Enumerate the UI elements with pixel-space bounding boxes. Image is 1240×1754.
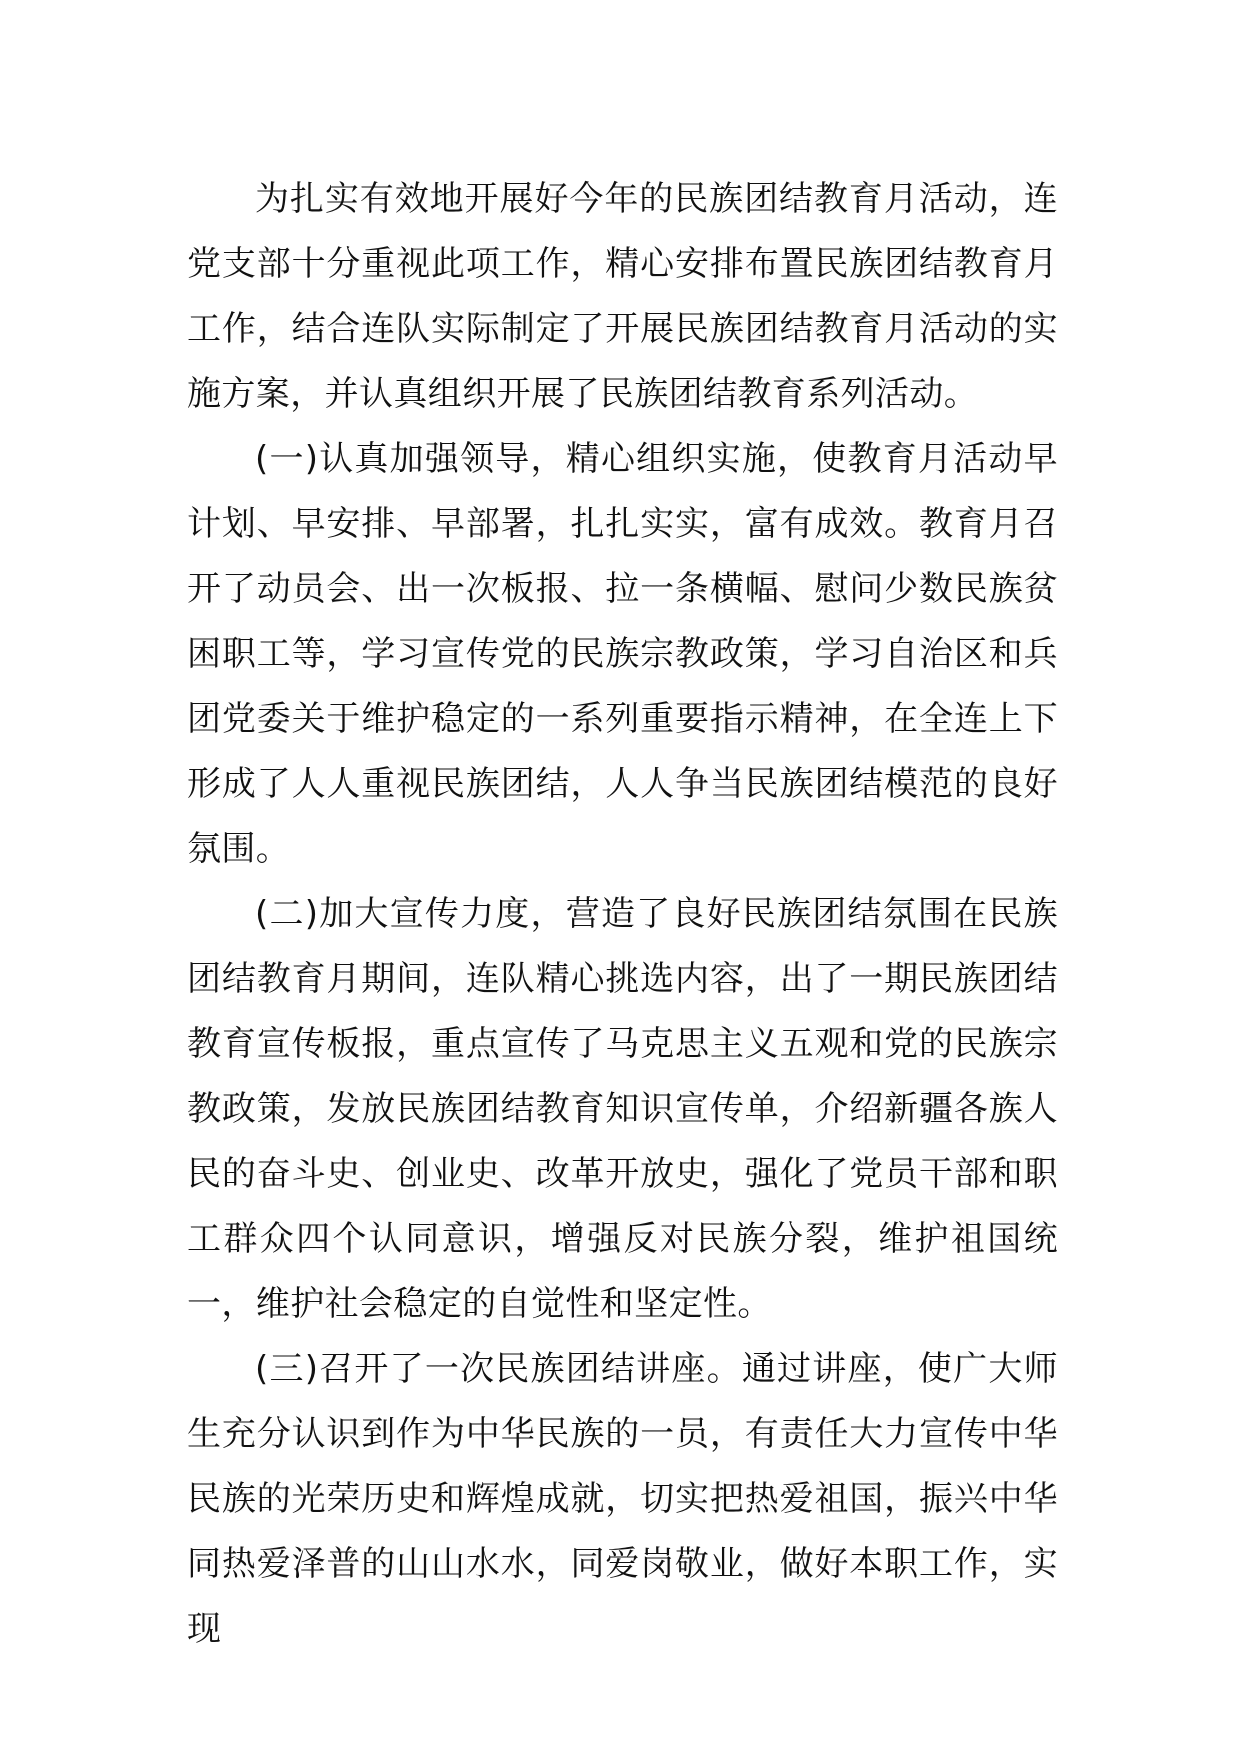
document-body: [187, 167, 1058, 1662]
paragraph-section-2: (二)加大宣传力度，营造了良好民族团结氛围在民族团结教育月期间，连队精心挑选内容，出了一期民族团结教育宣传板报，重点宣传了马克思主义五观和党的民族宗教政策，发放民族团结教育知识宣传单，介绍新疆各族人民的奋斗史、创业史、改革开放史，强化了党员干部和职工群众四个认同意识，增强反对民族分裂，维护祖国统一，维护社会稳定的自觉性和坚定性。: [187, 894, 1058, 1324]
paragraph-intro: 为扎实有效地开展好今年的民族团结教育月活动，连党支部十分重视此项工作，精心安排布置民族团结教育月工作，结合连队实际制定了开展民族团结教育月活动的实施方案，并认真组织开展了民族团结教育系列活动。: [187, 179, 1058, 414]
paragraph-section-1: (一)认真加强领导，精心组织实施，使教育月活动早计划、早安排、早部署，扎扎实实，富有成效。教育月召开了动员会、出一次板报、拉一条横幅、慰问少数民族贫困职工等，学习宣传党的民族宗教政策，学习自治区和兵团党委关于维护稳定的一系列重要指示精神，在全连上下形成了人人重视民族团结，人人争当民族团结模范的良好氛围。: [187, 439, 1058, 869]
paragraph-section-3: (三)召开了一次民族团结讲座。通过讲座，使广大师生充分认识到作为中华民族的一员，有责任大力宣传中华民族的光荣历史和辉煌成就，切实把热爱祖国，振兴中华同热爱泽普的山山水水，同爱岗敬业，做好本职工作，实现: [187, 1349, 1058, 1649]
